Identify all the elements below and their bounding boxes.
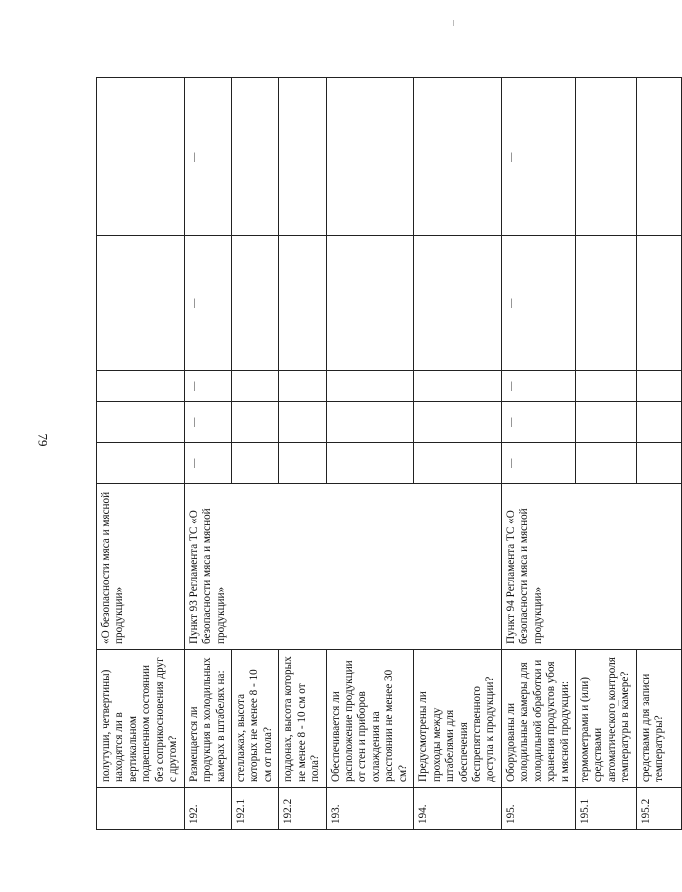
dash-cell: | (184, 402, 231, 443)
answer-cell (636, 402, 681, 443)
answer-cell (326, 78, 414, 236)
answer-cell (414, 371, 502, 402)
answer-cell (576, 371, 637, 402)
row-number (97, 788, 185, 830)
scan-mark (453, 20, 454, 26)
row-reference: Пункт 94 Регламента ТС «О безопасности мяса и мясной продукции» (501, 484, 681, 650)
answer-cell (636, 236, 681, 371)
answer-cell (231, 236, 278, 371)
dash-cell: | (501, 78, 575, 236)
answer-cell (414, 443, 502, 484)
answer-cell (576, 443, 637, 484)
row-number: 195. (501, 788, 575, 830)
dash-cell: | (501, 443, 575, 484)
answer-cell (279, 236, 326, 371)
answer-cell (231, 371, 278, 402)
row-number: 195.1 (576, 788, 637, 830)
answer-cell (97, 402, 185, 443)
row-reference: Пункт 93 Регламента ТС «О безопасности мяса и мясной продукции» (184, 484, 501, 650)
table-row (279, 78, 326, 830)
answer-cell (279, 78, 326, 236)
answer-cell (279, 371, 326, 402)
answer-cell (414, 78, 502, 236)
table-row (501, 78, 575, 830)
row-question: поддонах, высота которых не менее 8 - 10 см от пола? (279, 650, 326, 788)
row-reference: «О безопасности мяса и мясной продукции» (97, 484, 185, 650)
row-number: 194. (414, 788, 502, 830)
answer-cell (231, 78, 278, 236)
answer-cell (326, 371, 414, 402)
row-number: 192.1 (231, 788, 278, 830)
dash-cell: | (184, 78, 231, 236)
row-question: средствами для записи температуры? (636, 650, 681, 788)
answer-cell (636, 78, 681, 236)
answer-cell (97, 78, 185, 236)
table-row (231, 78, 278, 830)
answer-cell (97, 236, 185, 371)
row-question: Размещается ли продукция в холодильных камерах в штабелях на: (184, 650, 231, 788)
table-row (184, 78, 231, 830)
dash-cell: | (501, 236, 575, 371)
dash-cell: | (184, 371, 231, 402)
checklist-table (96, 77, 682, 830)
dash-cell: | (501, 402, 575, 443)
row-question: Обеспечивается ли расположение продукции от стен и приборов охлаждения на расстоянии не менее 30 см? (326, 650, 414, 788)
answer-cell (97, 443, 185, 484)
dash-cell: | (184, 236, 231, 371)
answer-cell (326, 236, 414, 371)
table-row (326, 78, 414, 830)
answer-cell (414, 236, 502, 371)
answer-cell (636, 443, 681, 484)
answer-cell (576, 236, 637, 371)
table-area (96, 78, 666, 830)
row-question: термометрами и (или) средствами автоматического контроля температуры в камере? (576, 650, 637, 788)
row-number: 195.2 (636, 788, 681, 830)
row-number: 192.2 (279, 788, 326, 830)
row-question: стеллажах, высота которых не менее 8 - 10 см от пола? (231, 650, 278, 788)
table-row (414, 78, 502, 830)
dash-cell: | (501, 371, 575, 402)
answer-cell (279, 443, 326, 484)
answer-cell (326, 443, 414, 484)
row-question: Оборудованы ли холодильные камеры для холодильной обработки и хранения продуктов убоя и мясной продукции: (501, 650, 575, 788)
answer-cell (414, 402, 502, 443)
answer-cell (326, 402, 414, 443)
answer-cell (97, 371, 185, 402)
row-question: Предусмотрены ли проходы между штабелями для обеспечения беспрепятственного доступа к продукции? (414, 650, 502, 788)
row-question: полутуши, четвертины) находятся ли в вертикальном подвешенном состоянии без соприкосновения друг с другом? (97, 650, 185, 788)
answer-cell (231, 443, 278, 484)
answer-cell (231, 402, 278, 443)
row-number: 193. (326, 788, 414, 830)
row-number: 192. (184, 788, 231, 830)
answer-cell (636, 371, 681, 402)
page-number: 79 (35, 433, 51, 447)
answer-cell (576, 78, 637, 236)
dash-cell: | (184, 443, 231, 484)
answer-cell (576, 402, 637, 443)
table-row (576, 78, 637, 830)
answer-cell (279, 402, 326, 443)
table-row (97, 78, 185, 830)
table-row (636, 78, 681, 830)
